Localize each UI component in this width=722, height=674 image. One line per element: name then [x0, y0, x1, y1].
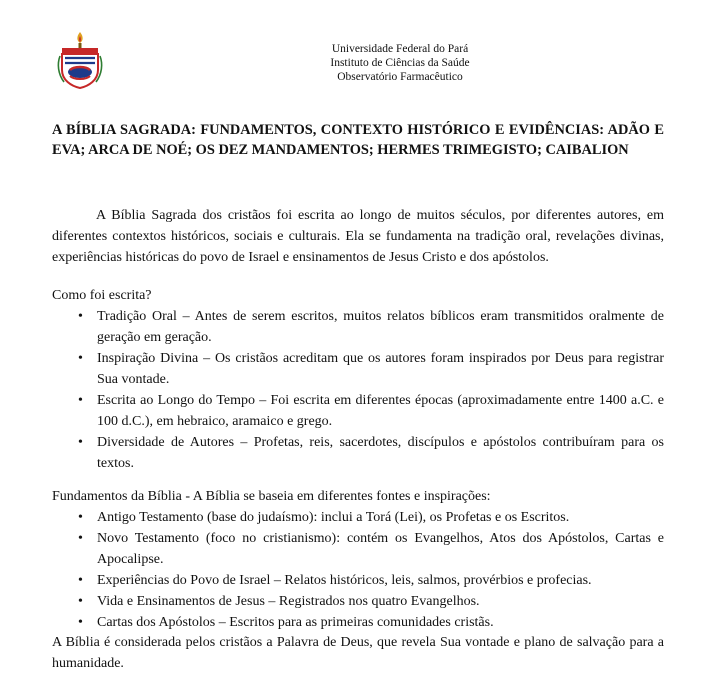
crest-icon	[56, 30, 104, 90]
bullet-icon: •	[78, 309, 83, 324]
bullet-icon: •	[78, 510, 83, 525]
intro-paragraph: A Bíblia Sagrada dos cristãos foi escrita ao longo de muitos séculos, por diferentes autores, em diferentes contextos históricos, sociais e culturais. Ela se fundamenta na tradição oral, revelações divinas, experiências históricas do povo de Israel e ensinamentos de Jesus Cristo e dos apóstolos.	[52, 208, 664, 265]
list-item-text: Novo Testamento (foco no cristianismo): contém os Evangelhos, Atos dos Apóstolos, Cartas e Apocalipse.	[97, 531, 664, 567]
institute-name: Instituto de Ciências da Saúde	[330, 57, 470, 69]
document-title: A BÍBLIA SAGRADA: FUNDAMENTOS, CONTEXTO HISTÓRICO E EVIDÊNCIAS: ADÃO E EVA; ARCA DE NOÉ; OS DEZ MANDAMENTOS; HERMES TRIMEGISTO; CAIBALION	[52, 122, 664, 158]
list-item	[52, 390, 664, 432]
bullet-icon: •	[78, 594, 83, 609]
list-item-text: Inspiração Divina – Os cristãos acreditam que os autores foram inspirados por Deus para registrar Sua vontade.	[97, 351, 664, 387]
bullet-icon: •	[78, 435, 83, 450]
list-item	[52, 591, 664, 612]
how-written-list	[52, 306, 664, 474]
university-crest-logo	[56, 30, 104, 90]
list-item-text: Diversidade de Autores – Profetas, reis, sacerdotes, discípulos e apóstolos contribuíram para os textos.	[97, 435, 664, 471]
closing-paragraph: A Bíblia é considerada pelos cristãos a Palavra de Deus, que revela Sua vontade e plano de salvação para a humanidade.	[52, 635, 664, 671]
bullet-icon: •	[78, 351, 83, 366]
list-item-text: Tradição Oral – Antes de serem escritos, muitos relatos bíblicos eram transmitidos oralmente de geração em geração.	[97, 309, 664, 345]
list-item	[52, 306, 664, 348]
list-item-text: Antigo Testamento (base do judaísmo): inclui a Torá (Lei), os Profetas e os Escritos.	[97, 510, 570, 525]
institution-header	[210, 42, 590, 84]
university-name: Universidade Federal do Pará	[331, 43, 469, 55]
list-item	[52, 570, 664, 591]
list-item	[52, 432, 664, 474]
list-item-text: Experiências do Povo de Israel – Relatos históricos, leis, salmos, provérbios e profecias.	[97, 573, 592, 588]
list-item	[52, 507, 664, 528]
list-item	[52, 612, 664, 633]
list-item-text: Escrita ao Longo do Tempo – Foi escrita em diferentes épocas (aproximadamente entre 1400 a.C. e 100 d.C.), em hebraico, aramaico e grego.	[97, 393, 664, 429]
section-heading-how-written: Como foi escrita?	[52, 288, 152, 303]
list-item	[52, 528, 664, 570]
list-item-text: Cartas dos Apóstolos – Escritos para as primeiras comunidades cristãs.	[97, 615, 494, 630]
observatory-name: Observatório Farmacêutico	[337, 71, 463, 83]
bullet-icon: •	[78, 531, 83, 546]
foundations-list	[52, 507, 664, 633]
list-item	[52, 348, 664, 390]
list-item-text: Vida e Ensinamentos de Jesus – Registrados nos quatro Evangelhos.	[97, 594, 480, 609]
section-heading-foundations: Fundamentos da Bíblia - A Bíblia se baseia em diferentes fontes e inspirações:	[52, 489, 491, 504]
bullet-icon: •	[78, 615, 83, 630]
bullet-icon: •	[78, 393, 83, 408]
bullet-icon: •	[78, 573, 83, 588]
